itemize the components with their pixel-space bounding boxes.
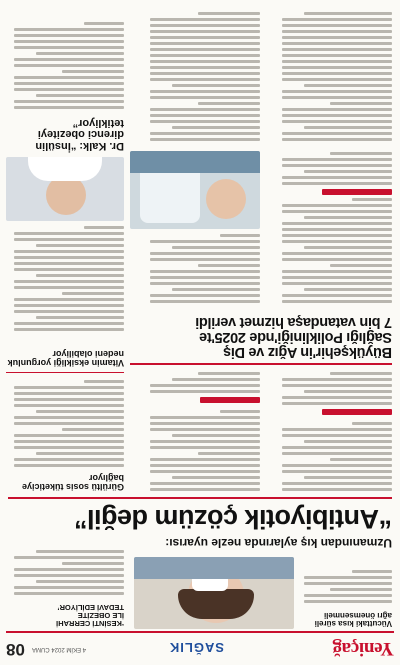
hero-headline: “Antibiyotik çözüm değil” (74, 504, 392, 534)
hearing-headline: Gürültü sosis tüketiciye bağlıyor (21, 472, 124, 492)
insulin-headline: Dr. Kalk: “İnsülin direnci obeziteyi tetikliyor” (35, 116, 124, 152)
hero-rule (8, 498, 392, 500)
main-rule (130, 364, 392, 366)
hero-subhead-1 (322, 409, 392, 415)
masthead (6, 631, 394, 661)
page-number: 08 (6, 640, 25, 659)
illness-photo (134, 557, 294, 629)
top-left-headline: Vücuttaki kısa süreli ağrı önemsenmeli (314, 610, 392, 628)
main-subhead-1 (322, 189, 392, 195)
hero-subhead-2 (200, 397, 260, 403)
hero-kicker: Uzmanından kış aylarında nezle uyarısı: (165, 536, 392, 550)
dental-photo (130, 151, 260, 229)
newspaper-logo: Yeniçağ (332, 638, 394, 659)
main-headline: Büyükşehir'in Ağız ve Diş Sağlığı Polikliniği'nde 2025'te 7 bin vatandaşa hizmet verildi (195, 313, 392, 360)
section-title: SAĞLIK (168, 640, 224, 655)
issue-date: 4 EKİM 2024 CUMA (32, 646, 87, 652)
doctor-photo (6, 157, 124, 221)
doctor-portrait-photo-icon (46, 175, 86, 215)
vitamin-headline: Vitamin eksikliği yorgunluk nedeni olabiliyor (7, 348, 124, 368)
right-top-headline: ‘KESİNTİ CERRAHİ İLE OBEZİTE TEDAVİ EDİLİYOR’ (56, 603, 124, 628)
vitamin-rule (6, 372, 124, 373)
dental-exam-photo-icon (206, 179, 246, 219)
